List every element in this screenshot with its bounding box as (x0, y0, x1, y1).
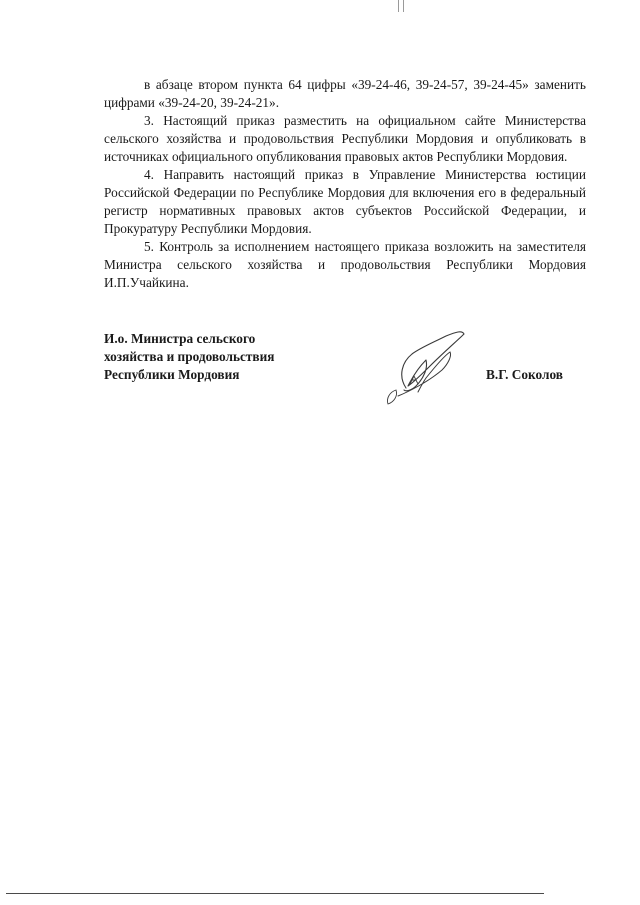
document-body (104, 76, 586, 292)
handwritten-signature (368, 326, 468, 406)
page-bottom-rule (6, 893, 544, 894)
signatory-position-line: И.о. Министра сельского (104, 331, 256, 346)
paragraph-amendment: в абзаце втором пункта 64 цифры «39-24-46, 39-24-57, 39-24-45» заменить цифрами «39-24-20, 39-24-21». (104, 77, 586, 110)
signatory-position (104, 330, 304, 384)
signatory-name: В.Г. Соколов (486, 367, 563, 382)
paragraph-5-control: 5. Контроль за исполнением настоящего приказа возложить на заместителя Министра сельского хозяйства и продовольствия Республики Мордовия И.П.Учайкина. (104, 239, 586, 290)
signatory-position-line: Республики Мордовия (104, 367, 240, 382)
scan-binding-mark (398, 0, 404, 12)
paragraph-4-registration: 4. Направить настоящий приказ в Управление Министерства юстиции Российской Федерации по Республике Мордовия для включения его в федеральный регистр нормативных правовых актов субъектов Российской Федерации, и Прокуратуру Республики Мордовия. (104, 167, 586, 236)
signatory-position-line: хозяйства и продовольствия (104, 349, 275, 364)
paragraph-3-publication: 3. Настоящий приказ разместить на официальном сайте Министерства сельского хозяйства и продовольствия Республики Мордовия и опубликовать в источниках официального опубликования правовых актов Республики Мордовия. (104, 113, 586, 164)
